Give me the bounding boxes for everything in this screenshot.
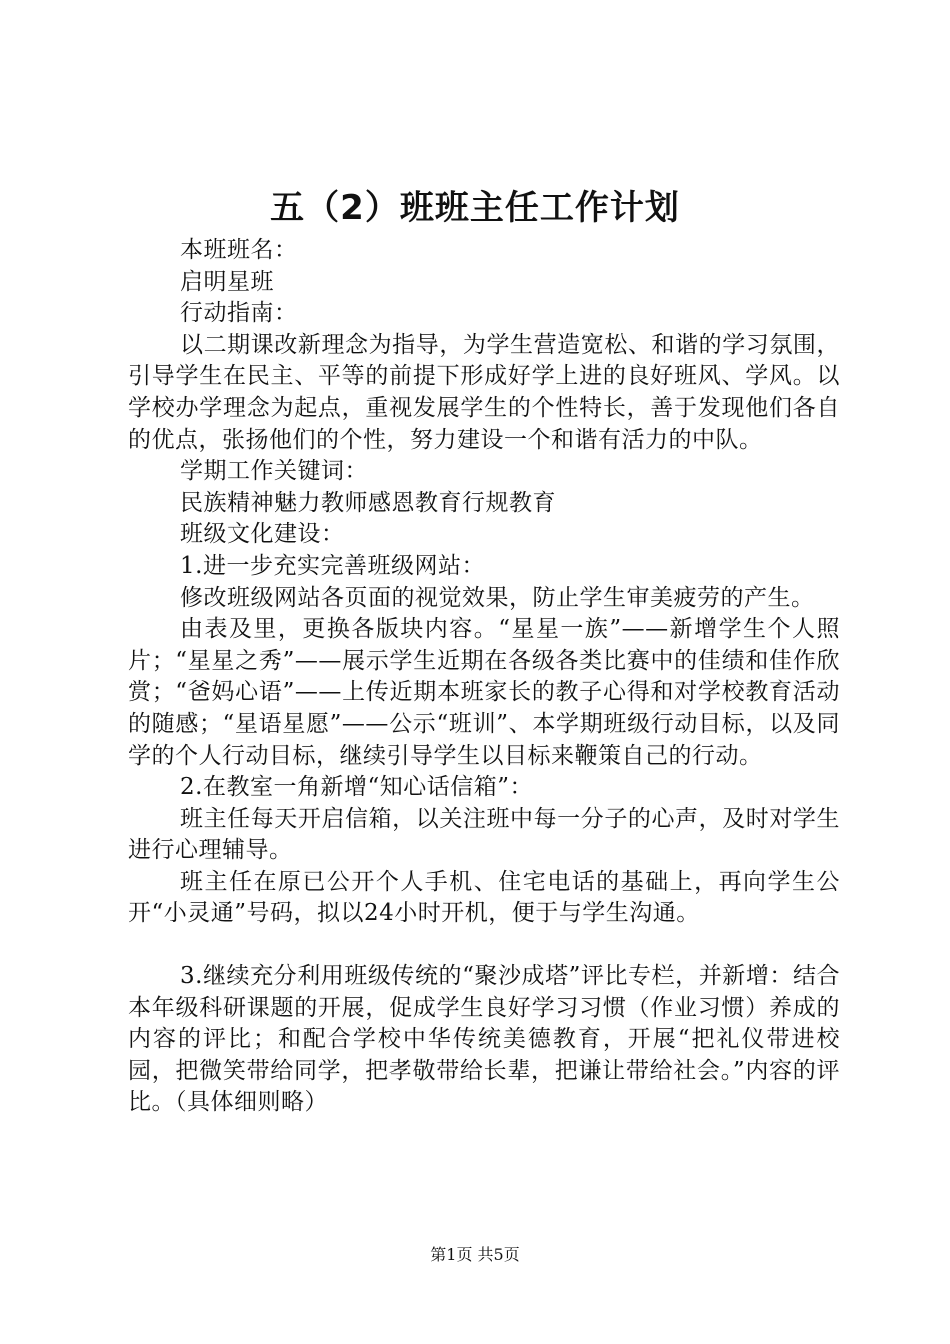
paragraph-item-2-mailbox: 班主任每天开启信箱，以关注班中每一分子的心声，及时对学生进行心理辅导。 [128,805,840,864]
paragraph-keywords-label: 学期工作关键词： [180,458,368,485]
paragraph-item-2-heading: 2.在教室一角新增“知心话信箱”： [180,774,533,801]
paragraph-item-1-visual: 修改班级网站各页面的视觉效果，防止学生审美疲劳的产生。 [180,584,815,611]
paragraph-item-1-content: 由表及里，更换各版块内容。“星星一族”——新增学生个人照片；“星星之秀”——展示学生近期在各级各类比赛中的佳绩和佳作欣赏；“爸妈心语”——上传近期本班家长的教子心得和对学校教育活动的随感；“星语星愿”——公示“班训”、本学期班级行动目标，以及同学的个人行动目标，继续引导学生以目标来鞭策自己的行动。 [128,616,840,769]
paragraph-item-3: 3.继续充分利用班级传统的“聚沙成塔”评比专栏，并新增：结合本年级科研课题的开展，促成学生良好学习习惯（作业习惯）养成的内容的评比；和配合学校中华传统美德教育，开展“把礼仪带进校园，把微笑带给同学，把孝敬带给长辈，把谦让带给社会。”内容的评比。（具体细则略） [128,963,840,1116]
paragraph-item-2-phone: 班主任在原已公开个人手机、住宅电话的基础上，再向学生公开“小灵通”号码，拟以24小时开机，便于与学生沟通。 [128,868,840,927]
page-number: 第1页 共5页 [430,1245,520,1264]
paragraph-action-guide-label: 行动指南： [180,300,298,327]
paragraph-item-1-heading: 1.进一步充实完善班级网站： [180,552,485,579]
paragraph-culture-label: 班级文化建设： [180,521,345,548]
document-body [128,235,840,1119]
paragraph-class-name-label: 本班班名： [180,237,298,263]
paragraph-keywords: 民族精神魅力教师感恩教育行规教育 [180,489,556,516]
document-title: 五（2）班班主任工作计划 [270,188,680,228]
paragraph-action-guide: 以二期课改新理念为指导，为学生营造宽松、和谐的学习氛围，引导学生在民主、平等的前提下形成好学上进的良好班风、学风。以学校办学理念为起点，重视发展学生的个性特长，善于发现他们各自的优点，张扬他们的个性，努力建设一个和谐有活力的中队。 [128,331,840,453]
paragraph-class-name: 启明星班 [180,268,274,295]
